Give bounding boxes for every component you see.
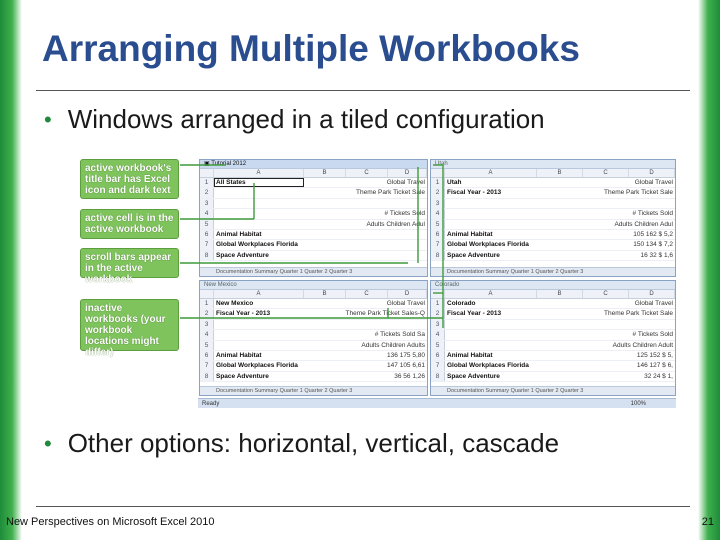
status-ready-text: Ready	[202, 401, 220, 407]
left-accent-bar	[0, 0, 22, 540]
sheet-tabs[interactable]: Documentation Summary Quarter 1 Quarter 2 Quarter 3	[431, 267, 675, 276]
zoom-level[interactable]: 100%	[630, 401, 646, 407]
sheet-row[interactable]: 4 # Tickets Sold	[431, 209, 675, 219]
sheet-row[interactable]: 3	[431, 199, 675, 209]
sheet-row[interactable]: 7 Global Workplaces Florida 150 134 $ 7,2	[431, 240, 675, 250]
bullet-dot-icon: •	[44, 106, 52, 132]
sheet-row[interactable]: 5 Adults Children Adults	[200, 341, 427, 351]
window-title-bar[interactable]: Utah	[431, 160, 675, 169]
column-header-row: A B C D	[431, 290, 675, 299]
sheet-row[interactable]: 7 Global Workplaces Florida 147 105 6,61	[200, 361, 427, 371]
sheet-row[interactable]: 1 New Mexico Global Travel	[200, 299, 427, 309]
sheet-row[interactable]: 7 Global Workplaces Florida 146 127 $ 6,	[431, 361, 675, 371]
page-number: 21	[701, 516, 714, 528]
sheet-tabs[interactable]: Documentation Summary Quarter 1 Quarter 2 Quarter 3	[431, 386, 675, 395]
bullet-1	[44, 104, 545, 135]
sheet-row[interactable]: 2 Fiscal Year - 2013 Theme Park Ticket Sales-Q	[200, 309, 427, 319]
callout-inactive-workbooks: inactive workbooks (your workbook locations might differ)	[80, 299, 179, 351]
sheet-row[interactable]: 4 # Tickets Sold Sa	[200, 330, 427, 340]
title-divider	[36, 90, 690, 91]
sheet-row[interactable]: 7 Global Workplaces Florida	[200, 240, 427, 250]
right-accent-bar	[698, 0, 720, 540]
sheet-row[interactable]: 6 Animal Habitat 136 175 5,80	[200, 351, 427, 361]
sheet-row[interactable]: 2 Fiscal Year - 2013 Theme Park Ticket Sale	[431, 188, 675, 198]
sheet-row[interactable]: 3	[431, 320, 675, 330]
sheet-row[interactable]: 8 Space Adventure 16 32 $ 1,6	[431, 251, 675, 261]
sheet-row[interactable]: 4 # Tickets Sold	[200, 209, 427, 219]
window-title-bar[interactable]: New Mexico	[200, 281, 427, 290]
sheet-row[interactable]: 5 Adults Children Adul	[431, 220, 675, 230]
sheet-row[interactable]: 8 Space Adventure	[200, 251, 427, 261]
sheet-tabs[interactable]: Documentation Summary Quarter 1 Quarter 2 Quarter 3	[200, 267, 427, 276]
sheet-row[interactable]: 1 Utah Global Travel	[431, 178, 675, 188]
footer-divider	[36, 506, 690, 507]
footer-source: New Perspectives on Microsoft Excel 2010	[6, 516, 215, 528]
sheet-row[interactable]: 5 Adults Children Adult	[431, 341, 675, 351]
bullet-2-text: Other options: horizontal, vertical, cascade	[67, 428, 560, 458]
bullet-dot-icon: •	[44, 430, 52, 456]
sheet-row[interactable]: 5 Adults Children Adul	[200, 220, 427, 230]
sheet-row[interactable]: 2 Theme Park Ticket Sale	[200, 188, 427, 198]
slide-title: Arranging Multiple Workbooks	[42, 28, 580, 69]
bullet-1-text: Windows arranged in a tiled configuration	[67, 104, 545, 134]
active-cell[interactable]: All States	[214, 178, 304, 187]
sheet-row[interactable]: 3	[200, 320, 427, 330]
callout-connector-lines	[78, 153, 676, 408]
callout-scroll-bars: scroll bars appear in the active workbook	[80, 248, 179, 278]
sheet-row[interactable]: 6 Animal Habitat 105 162 $ 5,2	[431, 230, 675, 240]
bullet-2	[44, 428, 559, 459]
sheet-row[interactable]: 6 Animal Habitat	[200, 230, 427, 240]
sheet-row[interactable]: 8 Space Adventure 36 56 1,26	[200, 372, 427, 382]
column-header-row: A B C D	[200, 290, 427, 299]
sheet-row[interactable]: 1 Colorado Global Travel	[431, 299, 675, 309]
column-header-row: A B C D	[431, 169, 675, 178]
callout-active-title-bar: active workbook's title bar has Excel icon and dark text	[80, 159, 179, 199]
window-title-bar[interactable]: ▣ Tutorial 2012	[200, 160, 427, 169]
window-title-bar[interactable]: Colorado	[431, 281, 675, 290]
sheet-row[interactable]: 3	[200, 199, 427, 209]
excel-tiled-screenshot	[78, 153, 676, 408]
callout-active-cell: active cell is in the active workbook	[80, 209, 179, 239]
excel-icon: ▣	[204, 161, 212, 167]
sheet-row[interactable]: 1 All States Global Travel	[200, 178, 427, 188]
column-header-row: A B C D	[200, 169, 427, 178]
sheet-row[interactable]: 4 # Tickets Sold	[431, 330, 675, 340]
sheet-tabs[interactable]: Documentation Summary Quarter 1 Quarter 2 Quarter 3	[200, 386, 427, 395]
sheet-row[interactable]: 6 Animal Habitat 125 152 $ 5,	[431, 351, 675, 361]
sheet-row[interactable]: 2 Fiscal Year - 2013 Theme Park Ticket Sale	[431, 309, 675, 319]
sheet-row[interactable]: 8 Space Adventure 32 24 $ 1,	[431, 372, 675, 382]
